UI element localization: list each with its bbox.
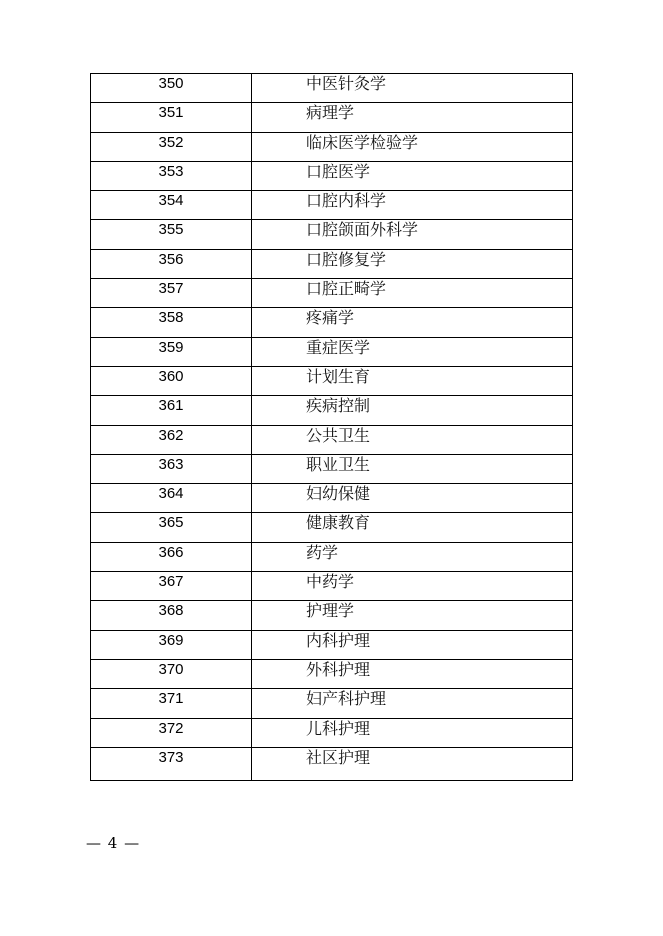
table-row	[91, 484, 573, 513]
major-name-cell: 中医针灸学	[252, 74, 573, 103]
table-body	[91, 74, 573, 781]
major-code-table	[90, 73, 573, 781]
major-code-cell: 355	[91, 220, 252, 249]
major-code-cell: 361	[91, 396, 252, 425]
table-row	[91, 454, 573, 483]
major-code-cell: 367	[91, 572, 252, 601]
major-code-cell: 351	[91, 103, 252, 132]
major-name-cell: 疼痛学	[252, 308, 573, 337]
major-code-cell: 368	[91, 601, 252, 630]
major-code-cell: 352	[91, 132, 252, 161]
major-code-cell: 350	[91, 74, 252, 103]
major-name-cell: 计划生育	[252, 366, 573, 395]
major-name-cell: 中药学	[252, 572, 573, 601]
table-row	[91, 161, 573, 190]
table-row	[91, 308, 573, 337]
table-row	[91, 132, 573, 161]
major-name-cell: 内科护理	[252, 630, 573, 659]
major-name-cell: 病理学	[252, 103, 573, 132]
major-code-cell: 358	[91, 308, 252, 337]
table-row	[91, 659, 573, 688]
major-code-cell: 362	[91, 425, 252, 454]
table-row	[91, 396, 573, 425]
major-code-cell: 372	[91, 718, 252, 747]
major-name-cell: 护理学	[252, 601, 573, 630]
major-name-cell: 疾病控制	[252, 396, 573, 425]
table-row	[91, 630, 573, 659]
major-name-cell: 社区护理	[252, 747, 573, 780]
major-name-cell: 妇产科护理	[252, 689, 573, 718]
major-code-cell: 360	[91, 366, 252, 395]
table-row	[91, 279, 573, 308]
major-name-cell: 公共卫生	[252, 425, 573, 454]
table-row	[91, 74, 573, 103]
major-code-cell: 364	[91, 484, 252, 513]
major-code-cell: 354	[91, 191, 252, 220]
table-row	[91, 718, 573, 747]
table-row	[91, 337, 573, 366]
major-code-cell: 366	[91, 542, 252, 571]
table-row	[91, 689, 573, 718]
table-row	[91, 542, 573, 571]
major-name-cell: 口腔内科学	[252, 191, 573, 220]
table-row	[91, 249, 573, 278]
table-row	[91, 220, 573, 249]
major-name-cell: 健康教育	[252, 513, 573, 542]
major-code-cell: 356	[91, 249, 252, 278]
table-row	[91, 366, 573, 395]
table-row	[91, 601, 573, 630]
table-row	[91, 747, 573, 780]
table-row	[91, 191, 573, 220]
major-code-cell: 370	[91, 659, 252, 688]
major-name-cell: 临床医学检验学	[252, 132, 573, 161]
major-code-cell: 359	[91, 337, 252, 366]
major-name-cell: 口腔医学	[252, 161, 573, 190]
major-name-cell: 妇幼保健	[252, 484, 573, 513]
major-code-cell: 363	[91, 454, 252, 483]
major-name-cell: 重症医学	[252, 337, 573, 366]
major-name-cell: 口腔正畸学	[252, 279, 573, 308]
major-code-cell: 365	[91, 513, 252, 542]
major-name-cell: 口腔修复学	[252, 249, 573, 278]
major-name-cell: 职业卫生	[252, 454, 573, 483]
major-name-cell: 儿科护理	[252, 718, 573, 747]
major-code-cell: 369	[91, 630, 252, 659]
major-code-cell: 371	[91, 689, 252, 718]
major-code-cell: 373	[91, 747, 252, 780]
major-name-cell: 口腔颌面外科学	[252, 220, 573, 249]
table-row	[91, 425, 573, 454]
major-code-cell: 357	[91, 279, 252, 308]
table-row	[91, 572, 573, 601]
major-name-cell: 药学	[252, 542, 573, 571]
page-number: — 4 —	[86, 834, 141, 852]
major-name-cell: 外科护理	[252, 659, 573, 688]
table-row	[91, 513, 573, 542]
table-row	[91, 103, 573, 132]
major-code-cell: 353	[91, 161, 252, 190]
